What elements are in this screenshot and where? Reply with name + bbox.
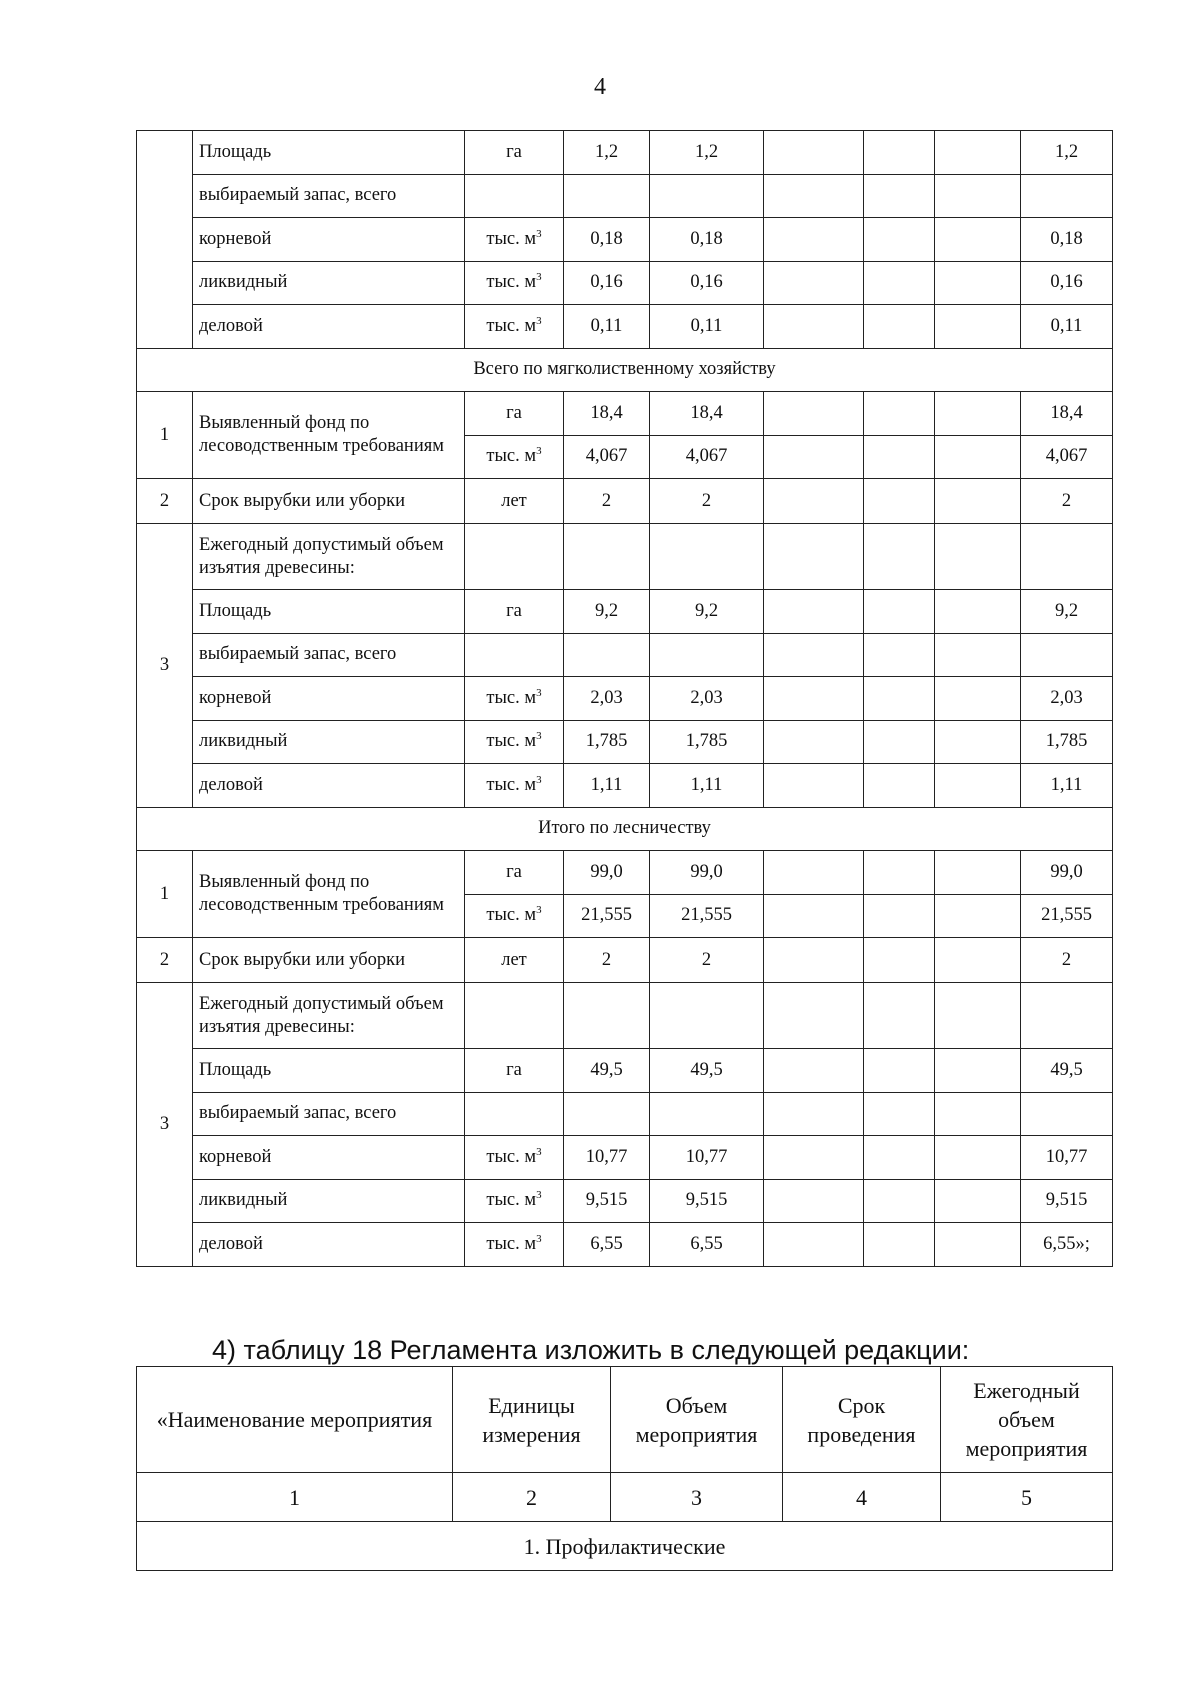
row-label: корневой bbox=[193, 677, 465, 721]
row-label: выбираемый запас, всего bbox=[193, 174, 465, 218]
table-row bbox=[137, 1092, 1113, 1136]
num-cell: 2 bbox=[137, 479, 193, 524]
row-label: выбираемый запас, всего bbox=[193, 633, 465, 677]
forest-table bbox=[136, 130, 1113, 1267]
unit-cell: тыс. $м^3$ bbox=[465, 894, 564, 938]
table-row bbox=[137, 261, 1113, 305]
num-cell bbox=[137, 131, 193, 349]
value-cell: 2 bbox=[650, 938, 764, 983]
unit-cell: га bbox=[465, 1049, 564, 1093]
value-cell: 1,2 bbox=[650, 131, 764, 175]
section-title: Всего по мягколиственному хозяйству bbox=[137, 348, 1113, 392]
row-label: Срок вырубки или уборки bbox=[193, 938, 465, 983]
row-label: Площадь bbox=[193, 131, 465, 175]
row-label: ликвидный bbox=[193, 720, 465, 764]
num-cell: 1 bbox=[137, 392, 193, 479]
value-cell: 99,0 bbox=[564, 851, 650, 895]
value-cell: 2 bbox=[564, 479, 650, 524]
table-row bbox=[137, 1049, 1113, 1093]
value-cell: 9,2 bbox=[650, 590, 764, 634]
value-cell: 2 bbox=[1021, 479, 1113, 524]
section-header-row bbox=[137, 1522, 1113, 1571]
row-label: Ежегодный допустимый объем изъятия древесины: bbox=[193, 983, 465, 1049]
unit-cell: тыс. $м^3$ bbox=[465, 305, 564, 349]
section-header-row bbox=[137, 807, 1113, 851]
value-cell: 18,4 bbox=[650, 392, 764, 436]
value-cell: 2,03 bbox=[1021, 677, 1113, 721]
unit-cell: тыс. $м^3$ bbox=[465, 1179, 564, 1223]
unit-cell: тыс. $м^3$ bbox=[465, 261, 564, 305]
value-cell: 9,2 bbox=[564, 590, 650, 634]
table-row bbox=[137, 218, 1113, 262]
column-number: 1 bbox=[137, 1473, 453, 1522]
value-cell: 4,067 bbox=[650, 435, 764, 479]
value-cell: 21,555 bbox=[1021, 894, 1113, 938]
table-18 bbox=[136, 1366, 1113, 1571]
row-label: корневой bbox=[193, 218, 465, 262]
row-label: ликвидный bbox=[193, 261, 465, 305]
value-cell: 9,515 bbox=[1021, 1179, 1113, 1223]
value-cell: 0,11 bbox=[1021, 305, 1113, 349]
table-row bbox=[137, 633, 1113, 677]
value-cell: 1,785 bbox=[1021, 720, 1113, 764]
unit-cell: га bbox=[465, 392, 564, 436]
value-cell: 1,2 bbox=[564, 131, 650, 175]
value-cell: 10,77 bbox=[650, 1136, 764, 1180]
value-cell: 18,4 bbox=[564, 392, 650, 436]
value-cell: 2 bbox=[1021, 938, 1113, 983]
value-cell: 1,11 bbox=[650, 764, 764, 808]
table-row bbox=[137, 174, 1113, 218]
section-title: Итого по лесничеству bbox=[137, 807, 1113, 851]
value-cell: 21,555 bbox=[564, 894, 650, 938]
value-cell: 0,11 bbox=[564, 305, 650, 349]
unit-cell: тыс. $м^3$ bbox=[465, 218, 564, 262]
column-header: Ежегодный объем мероприятия bbox=[941, 1367, 1113, 1473]
row-label: выбираемый запас, всего bbox=[193, 1092, 465, 1136]
column-number: 2 bbox=[453, 1473, 611, 1522]
table-row bbox=[137, 479, 1113, 524]
table-row bbox=[137, 764, 1113, 808]
value-cell: 0,18 bbox=[564, 218, 650, 262]
value-cell: 1,785 bbox=[564, 720, 650, 764]
row-label: ликвидный bbox=[193, 1179, 465, 1223]
section-title: 1. Профилактические bbox=[137, 1522, 1113, 1571]
row-label: Выявленный фонд по лесоводственным требованиям bbox=[193, 851, 465, 938]
value-cell: 49,5 bbox=[564, 1049, 650, 1093]
row-label: деловой bbox=[193, 1223, 465, 1267]
page-number: 4 bbox=[594, 74, 606, 100]
unit-cell: тыс. $м^3$ bbox=[465, 435, 564, 479]
num-cell: 1 bbox=[137, 851, 193, 938]
row-label: Площадь bbox=[193, 590, 465, 634]
value-cell: 49,5 bbox=[1021, 1049, 1113, 1093]
column-header: Срок проведения bbox=[783, 1367, 941, 1473]
amendment-caption: 4) таблицу 18 Регламента изложить в следующей редакции: bbox=[212, 1335, 970, 1365]
table-row bbox=[137, 1223, 1113, 1267]
value-cell: 4,067 bbox=[564, 435, 650, 479]
value-cell: 0,18 bbox=[1021, 218, 1113, 262]
value-cell: 1,785 bbox=[650, 720, 764, 764]
table-row bbox=[137, 1179, 1113, 1223]
section-header-row bbox=[137, 348, 1113, 392]
unit-cell: тыс. $м^3$ bbox=[465, 1223, 564, 1267]
table-row bbox=[137, 590, 1113, 634]
row-label: Площадь bbox=[193, 1049, 465, 1093]
unit-cell: лет bbox=[465, 479, 564, 524]
row-label: корневой bbox=[193, 1136, 465, 1180]
value-cell: 6,55 bbox=[650, 1223, 764, 1267]
table-row bbox=[137, 392, 1113, 436]
table-row bbox=[137, 1136, 1113, 1180]
table-row bbox=[137, 677, 1113, 721]
column-header: «Наименование мероприятия bbox=[137, 1367, 453, 1473]
unit-cell: га bbox=[465, 590, 564, 634]
value-cell: 4,067 bbox=[1021, 435, 1113, 479]
value-cell: 2 bbox=[564, 938, 650, 983]
unit-cell: тыс. $м^3$ bbox=[465, 764, 564, 808]
value-cell: 6,55 bbox=[564, 1223, 650, 1267]
value-cell: 10,77 bbox=[1021, 1136, 1113, 1180]
column-number-row bbox=[137, 1473, 1113, 1522]
table-row bbox=[137, 851, 1113, 895]
row-label: Выявленный фонд по лесоводственным требованиям bbox=[193, 392, 465, 479]
column-number: 4 bbox=[783, 1473, 941, 1522]
unit-cell: га bbox=[465, 131, 564, 175]
column-number: 5 bbox=[941, 1473, 1113, 1522]
value-cell: 2,03 bbox=[650, 677, 764, 721]
value-cell: 21,555 bbox=[650, 894, 764, 938]
num-cell: 2 bbox=[137, 938, 193, 983]
value-cell: 0,16 bbox=[1021, 261, 1113, 305]
value-cell: 18,4 bbox=[1021, 392, 1113, 436]
column-header: Объем мероприятия bbox=[611, 1367, 783, 1473]
value-cell: 0,16 bbox=[650, 261, 764, 305]
header-row bbox=[137, 1367, 1113, 1473]
unit-cell: лет bbox=[465, 938, 564, 983]
table-row bbox=[137, 938, 1113, 983]
row-label: деловой bbox=[193, 764, 465, 808]
value-cell: 2 bbox=[650, 479, 764, 524]
value-cell: 10,77 bbox=[564, 1136, 650, 1180]
column-header: Единицы измерения bbox=[453, 1367, 611, 1473]
value-cell: 9,515 bbox=[650, 1179, 764, 1223]
row-label: Ежегодный допустимый объем изъятия древесины: bbox=[193, 524, 465, 590]
num-cell: 3 bbox=[137, 983, 193, 1267]
table-row bbox=[137, 720, 1113, 764]
value-cell: 0,16 bbox=[564, 261, 650, 305]
value-cell: 1,11 bbox=[564, 764, 650, 808]
value-cell: 49,5 bbox=[650, 1049, 764, 1093]
table-row bbox=[137, 305, 1113, 349]
table-row bbox=[137, 983, 1113, 1049]
value-cell: 1,11 bbox=[1021, 764, 1113, 808]
table-row bbox=[137, 131, 1113, 175]
value-cell: 2,03 bbox=[564, 677, 650, 721]
value-cell: 9,2 bbox=[1021, 590, 1113, 634]
value-cell: 6,55»; bbox=[1021, 1223, 1113, 1267]
table-row bbox=[137, 524, 1113, 590]
unit-cell: тыс. $м^3$ bbox=[465, 1136, 564, 1180]
column-number: 3 bbox=[611, 1473, 783, 1522]
value-cell: 9,515 bbox=[564, 1179, 650, 1223]
unit-cell: тыс. $м^3$ bbox=[465, 677, 564, 721]
value-cell: 99,0 bbox=[1021, 851, 1113, 895]
num-cell: 3 bbox=[137, 524, 193, 808]
value-cell: 0,11 bbox=[650, 305, 764, 349]
row-label: Срок вырубки или уборки bbox=[193, 479, 465, 524]
value-cell: 99,0 bbox=[650, 851, 764, 895]
value-cell: 0,18 bbox=[650, 218, 764, 262]
value-cell: 1,2 bbox=[1021, 131, 1113, 175]
row-label: деловой bbox=[193, 305, 465, 349]
unit-cell: га bbox=[465, 851, 564, 895]
unit-cell: тыс. $м^3$ bbox=[465, 720, 564, 764]
